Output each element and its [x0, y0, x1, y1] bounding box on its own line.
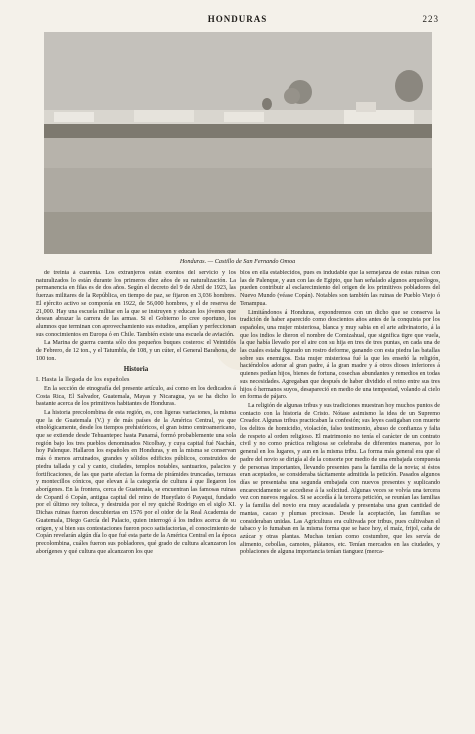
left-column: [36, 270, 236, 724]
paragraph: blos en ella establecidos, pues es indudable que la semejanza de estas ruinas con las de Palenque, y aun con las de Egipto, que han señalado algunos arqueólogos, pueden contribuir al esclarecimiento del origen de los primitivos pobladores del Nuevo Mundo (véase Copán). Notables son también las ruinas de Pueblo Viejo ó Tenampua.: [240, 270, 440, 307]
paragraph: Limitándonos á Honduras, expondremos con un dicho que se conserva la tradición de haber aparecido como doscientos años antes de la conquista por los españoles, una mujer misteriosa, blanca y muy sabia en el arte adivinatorio, á la que los indios le dieron el nombre de Comizahual, que significa tigre que vuela, la que había llevado por el aire con su hija en tres de tres puntas, en cada una de las cuales estaba figurado un rostro deforme, ganando con esta piedra las batallas sobre sus enemigos. Esta mujer misteriosa fué la que les enseñó la religión, haciéndolos adorar al gran padre, á la gran madre y á otros dioses inferiores á quienes pedían hijos, bienes de fortuna, cosechas abundantes y remedios en todas sus necesidades. Agregaban que después de haber dividido el reino entre sus tres hijos ó hermanos suyos, desapareció en medio de una tempestad, volando al cielo en forma de pájaro.: [240, 309, 440, 401]
page-running-title: HONDURAS: [207, 14, 268, 24]
paragraph: La Marina de guerra cuenta sólo dos pequeños buques costeros: el Veintidós de Febrero, de 12 ton., y el Tatumbla, de 108, y un cúter, el General Barahona, de 100 ton.: [36, 340, 236, 362]
castle-photo-illustration: [44, 32, 432, 254]
paragraph: En la sección de etnografía del presente artículo, así como en los dedicados á Costa Rica, El Salvador, Guatemala, Mayas y Nicaragua, ya se ha dicho lo bastante acerca de los primitivos habitantes de Honduras.: [36, 385, 236, 408]
castle-photograph: [44, 32, 432, 254]
page-number: 223: [422, 14, 439, 24]
paragraph: de treinta á cuarenta. Los extranjeros están exentos del servicio y los naturalizados lo están durante los primeros diez años de su naturalización. La permanencia en filas es de dos años. Según el decreto del 9 de Abril de 1923, las fuerzas militares de la República, en tiempo de paz, se fijaron en 3,036 hombres. El ejército activo se componía en 1922, de 56,000 hombres, y el de reserva de 21,000. Hay una escuela militar en la que se instruyen y educan los jóvenes que desean abrazar la carrera de las armas. Si el Gobierno lo cree oportuno, los alumnos que terminan con aprovechamiento sus estudios, amplían y perfeccionan sus conocimientos en Europa ó en Chile. También existe una escuela de aviación.: [36, 270, 236, 338]
running-head: [0, 14, 475, 28]
paragraph: La historia precolombina de esta región, es, con ligeras variaciones, la misma que la de Guatemala (V.) y de más países de la América Central, ya que etnológicamente, desde los tiempos prehistóricos, el gran istmo centroamericano, que se extiende desde Tehuantepec hasta Panamá, formó probablemente una sola región bajo los tres pueblos denominados Nicolbay, y cuya capital fué Nachán, hoy Palenque. Hallaron los españoles en Honduras, y en la misma se conservan más ó menos arruinados, grandes y sólidos edificios públicos, construidos de piedra tallada y cal y canto, ciudades, templos notables, santuarios, palacios y fortificaciones, de las que parte afectan la forma de pirámides truncadas, terrazas y montecillos cónicos, que elevan á la categoría de cultura á que llegaron los aborígenes. En la frontera, cerca de Guatemala, se encuentran las famosas ruinas de Copantl ó Copán, antigua capital del reino de Hueytlato ó Payaqui, fundado por el último rey tolteca, y destruida por el rey quiché Rodrigo en el siglo XI. Dichas ruinas fueron descubiertas en 1576 por el oidor de la Real Academia de Guatemala, Diego García del Palacio, quien interrogó á los indios acerca de su origen, y si bien sus contestaciones fueron poco satisfactorias, el conocimiento de Copán revelarán algún día lo que fué esta parte de la América Central en la época precolombina, cuáles fueron sus pobladores, qué grado de cultura alcanzaron los aborígenes y qué cultura que alcanzaron los que: [36, 409, 236, 555]
right-column: [240, 270, 440, 724]
subsection-heading: I. Hasta la llegada de los españoles: [36, 376, 130, 384]
photo-caption: Honduras. — Castillo de San Fernando Omoa: [179, 258, 296, 265]
section-heading: Historia: [123, 365, 149, 374]
paragraph: La religión de algunas tribus y sus tradiciones muestran hoy muchos puntos de contacto con la historia de Cristo. Nótase asimismo la idea de un Supremo Creador. Algunas tribus practicaban la confesión; sus leyes castigaban con muerte los delitos de homicidio, violación, falso testimonio, abuso de confianza y falta de respeto al orden religioso. El matrimonio no tenía el carácter de un contrato civil y no como práctica religiosa se celebraba de diferentes maneras, por lo general en los lugares, y aun en la misma tribu. La forma más general era que el padre del novio se dirigía al de la consorte por medio de una embajada compuesta de personas importantes, llevando presentes para la familia de la novia; si éstos eran aceptados, se consideraba tácitamente admitida la petición. Pasados algunos días se presentaba una segunda embajada con nuevos presentes y suplicando encarecidamente se accediese á la solicitud. Algunas veces se volvía una tercera vez con nuevos regalos. Si se accedía á la tercera petición, se reunían las familias y la familia del novio era muy acaudalada y presentaba una gran cantidad de mantas, cacao y plumas preciosas. Desde la aceptación, las familias se consideraban unidas. Las Agricultura era cultivada por tribus, pues cultivaban el tabaco y lo fumaban en la misma forma que se hace hoy, el maíz, frijol, caña de azúcar y otras plantas. Muchas tenían como costumbre, que les servía de alimento, cebollas, camotes, plátanos, etc. Tenían mercados en las ciudades, y poblaciones de alguna importancia tenían tianguez (merca-: [240, 402, 440, 556]
